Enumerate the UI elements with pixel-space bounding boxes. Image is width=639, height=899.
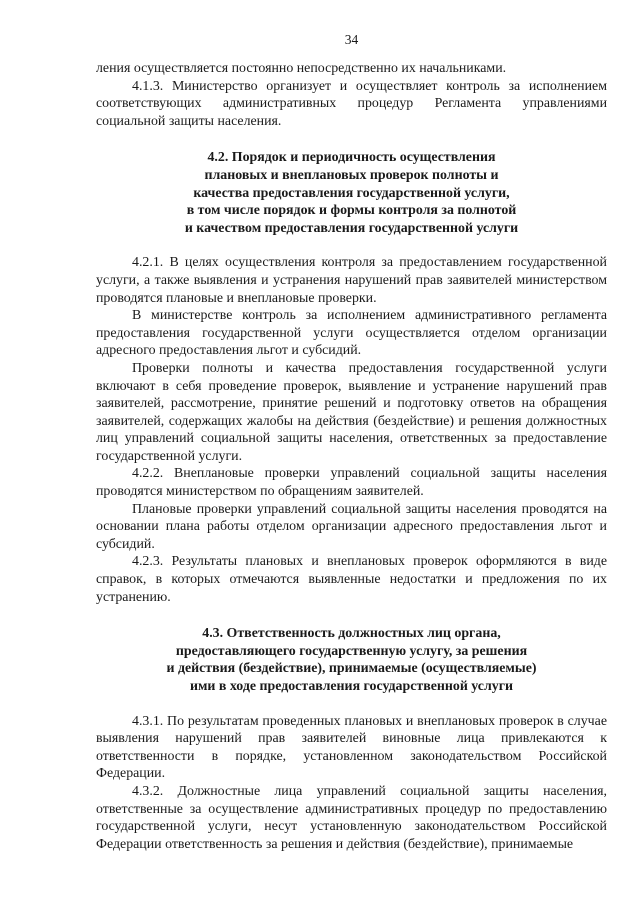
paragraph-4-3-1: 4.3.1. По результатам проведенных плановых и внеплановых проверок в случае выявления нарушений прав заявителей виновные лица привлекаются к ответственности в порядке, установленном законодательством Российской Федерации. xyxy=(96,713,607,782)
heading-line: качества предоставления государственной услуги, xyxy=(193,185,510,201)
paragraph-4-2-1: 4.2.1. В целях осуществления контроля за предоставлением государственной услуги, а также выявления и устранения нарушений прав заявителей министерством проводятся плановые и внеплановые проверки. xyxy=(96,255,607,306)
section-heading-4-3 xyxy=(96,625,607,695)
paragraph-checks-scope: Проверки полноты и качества предоставления государственной услуги включают в себя проведение проверок, выявление и устранение нарушений прав заявителей, рассмотрение, принятие решений и подготовку ответов на обращения заявителей, содержащих жалобы на действия (бездействие) и решения должностных лиц управлений социальной защиты населения, ответственных за предоставление государственной услуги. xyxy=(96,360,607,464)
paragraph-ministry-control: В министерстве контроль за исполнением административного регламента предоставления государственной услуги осуществляется отделом организации адресного предоставления льгот и субсидий. xyxy=(96,308,607,359)
heading-line: предоставляющего государственную услугу, за решения xyxy=(175,643,528,659)
heading-line: 4.2. Порядок и периодичность осуществления xyxy=(207,150,496,166)
heading-line: и действия (бездействие), принимаемые (осуществляемые) xyxy=(166,661,537,677)
paragraph-continuation: ления осуществляется постоянно непосредственно их начальниками. xyxy=(96,61,507,76)
heading-line: плановых и внеплановых проверок полноты и xyxy=(204,167,499,183)
paragraph-4-1-3: 4.1.3. Министерство организует и осуществляет контроль за исполнением соответствующих административных процедур Регламента управлениями социальной защиты населения. xyxy=(96,78,607,129)
paragraph-planned-checks: Плановые проверки управлений социальной защиты населения проводятся на основании плана работы отделом организации адресного предоставления льгот и субсидий. xyxy=(96,501,607,552)
section-heading-4-2 xyxy=(96,149,607,237)
paragraph-4-3-2: 4.3.2. Должностные лица управлений социальной защиты населения, ответственные за осуществление административных процедур по предоставлению государственной услуги, несут установленную законодательством Российской Федерации ответственность за решения и действия (бездействие), принимаемые xyxy=(96,783,607,852)
page-number: 34 xyxy=(344,32,359,47)
heading-line: и качеством предоставления государственной услуги xyxy=(184,220,519,236)
paragraph-4-2-2: 4.2.2. Внеплановые проверки управлений социальной защиты населения проводятся министерством по обращениям заявителей. xyxy=(96,466,607,500)
heading-line: 4.3. Ответственность должностных лиц органа, xyxy=(202,626,501,642)
heading-line: в том числе порядок и формы контроля за полнотой xyxy=(186,203,517,219)
paragraph-4-2-3: 4.2.3. Результаты плановых и внеплановых проверок оформляются в виде справок, в которых отмечаются выявленные недостатки и предложения по их устранению. xyxy=(96,554,607,605)
heading-line: ими в ходе предоставления государственной услуги xyxy=(189,679,514,694)
